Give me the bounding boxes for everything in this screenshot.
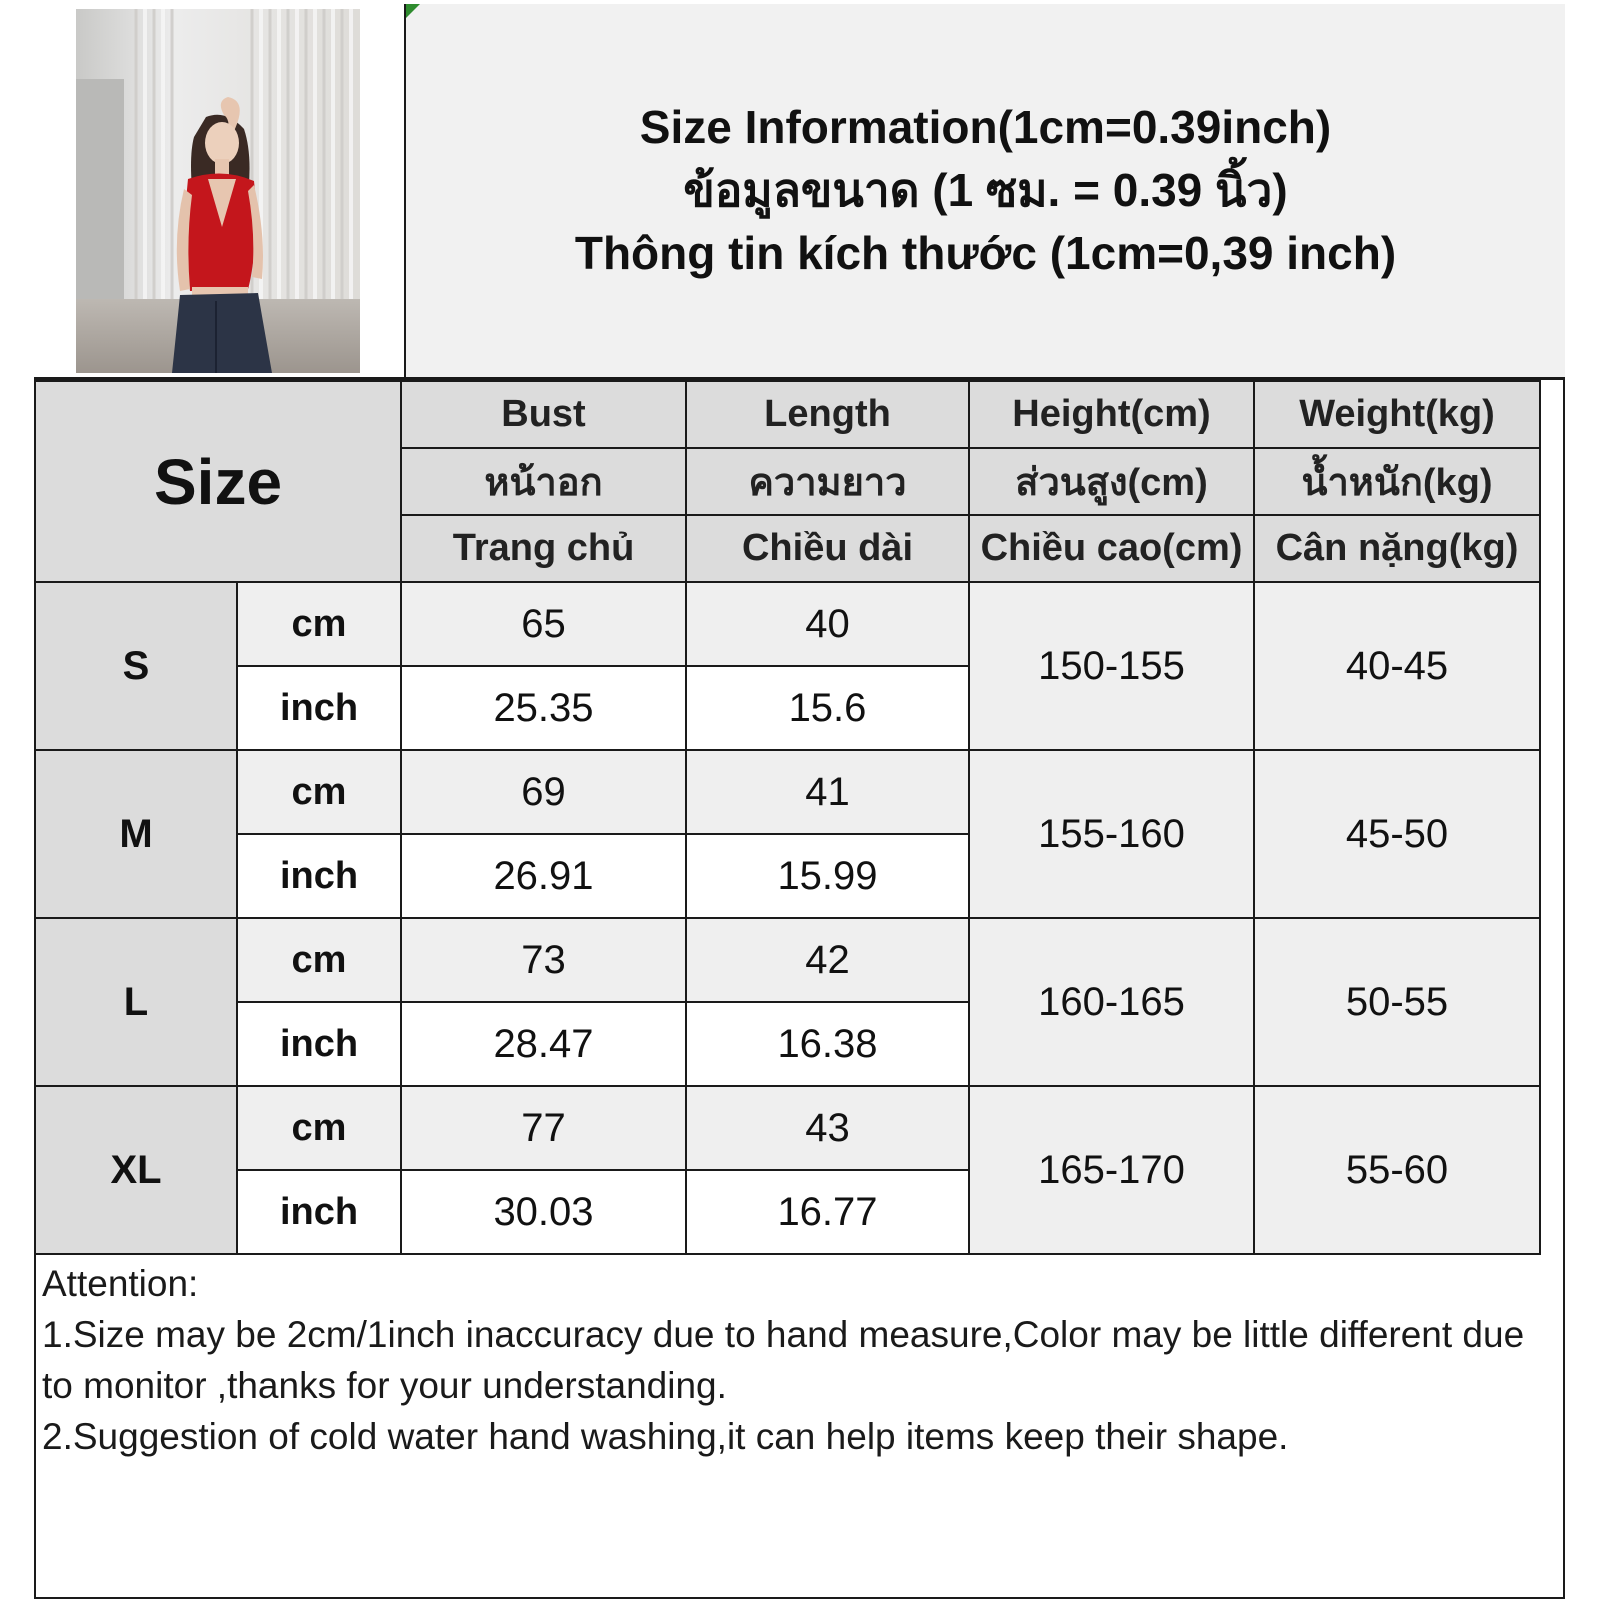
- unit-inch: inch: [237, 1170, 401, 1254]
- product-photo-cell: [34, 4, 406, 380]
- length-inch-value: 15.6: [686, 666, 969, 750]
- height-range: 165-170: [969, 1086, 1254, 1254]
- length-header-en: Length: [686, 381, 969, 448]
- height-range: 150-155: [969, 582, 1254, 750]
- table-row: [35, 582, 1540, 666]
- unit-cm: cm: [237, 750, 401, 834]
- size-info-title-block: [406, 4, 1565, 380]
- product-photo: [76, 9, 360, 373]
- attention-notes: [42, 1258, 1557, 1462]
- height-header-vi: Chiều cao(cm): [969, 515, 1254, 582]
- title-vietnamese: Thông tin kích thước (1cm=0,39 inch): [574, 227, 1397, 279]
- height-header-en: Height(cm): [969, 381, 1254, 448]
- height-header-th: ส่วนสูง(cm): [969, 448, 1254, 515]
- length-inch-value: 16.77: [686, 1170, 969, 1254]
- weight-header-en: Weight(kg): [1254, 381, 1540, 448]
- length-header-vi: Chiều dài: [686, 515, 969, 582]
- bust-cm-value: 65: [401, 582, 686, 666]
- bust-inch-value: 25.35: [401, 666, 686, 750]
- bust-inch-value: 30.03: [401, 1170, 686, 1254]
- weight-header-th: น้ำหนัก(kg): [1254, 448, 1540, 515]
- attention-heading: Attention:: [42, 1263, 199, 1304]
- unit-cm: cm: [237, 582, 401, 666]
- bust-inch-value: 28.47: [401, 1002, 686, 1086]
- weight-header-vi: Cân nặng(kg): [1254, 515, 1540, 582]
- length-cm-value: 43: [686, 1086, 969, 1170]
- size-label: L: [35, 918, 237, 1086]
- unit-inch: inch: [237, 1002, 401, 1086]
- unit-cm: cm: [237, 1086, 401, 1170]
- title-thai: ข้อมูลขนาด (1 ซม. = 0.39 นิ้ว): [683, 164, 1288, 216]
- size-table: [34, 380, 1541, 1255]
- height-range: 155-160: [969, 750, 1254, 918]
- title-english: Size Information(1cm=0.39inch): [639, 101, 1332, 153]
- length-inch-value: 16.38: [686, 1002, 969, 1086]
- table-row: [35, 918, 1540, 1002]
- length-cm-value: 42: [686, 918, 969, 1002]
- unit-cm: cm: [237, 918, 401, 1002]
- model-photo-illustration: [76, 9, 360, 373]
- bust-cm-value: 69: [401, 750, 686, 834]
- length-cm-value: 40: [686, 582, 969, 666]
- length-header-th: ความยาว: [686, 448, 969, 515]
- table-row: [35, 750, 1540, 834]
- length-inch-value: 15.99: [686, 834, 969, 918]
- table-row: [35, 1086, 1540, 1170]
- size-label: XL: [35, 1086, 237, 1254]
- weight-range: 40-45: [1254, 582, 1540, 750]
- attention-note-2: 2.Suggestion of cold water hand washing,it can help items keep their shape.: [42, 1416, 1289, 1457]
- weight-range: 55-60: [1254, 1086, 1540, 1254]
- attention-note-1: 1.Size may be 2cm/1inch inaccuracy due to hand measure,Color may be little different due to monitor ,thanks for your understanding.: [42, 1314, 1525, 1406]
- size-label: M: [35, 750, 237, 918]
- size-column-header: Size: [35, 381, 401, 582]
- unit-inch: inch: [237, 666, 401, 750]
- bust-header-th: หน้าอก: [401, 448, 686, 515]
- height-range: 160-165: [969, 918, 1254, 1086]
- cell-comment-marker: [406, 4, 420, 18]
- weight-range: 45-50: [1254, 750, 1540, 918]
- bust-cm-value: 73: [401, 918, 686, 1002]
- bust-header-vi: Trang chủ: [401, 515, 686, 582]
- length-cm-value: 41: [686, 750, 969, 834]
- weight-range: 50-55: [1254, 918, 1540, 1086]
- bust-inch-value: 26.91: [401, 834, 686, 918]
- bust-header-en: Bust: [401, 381, 686, 448]
- unit-inch: inch: [237, 834, 401, 918]
- size-label: S: [35, 582, 237, 750]
- bust-cm-value: 77: [401, 1086, 686, 1170]
